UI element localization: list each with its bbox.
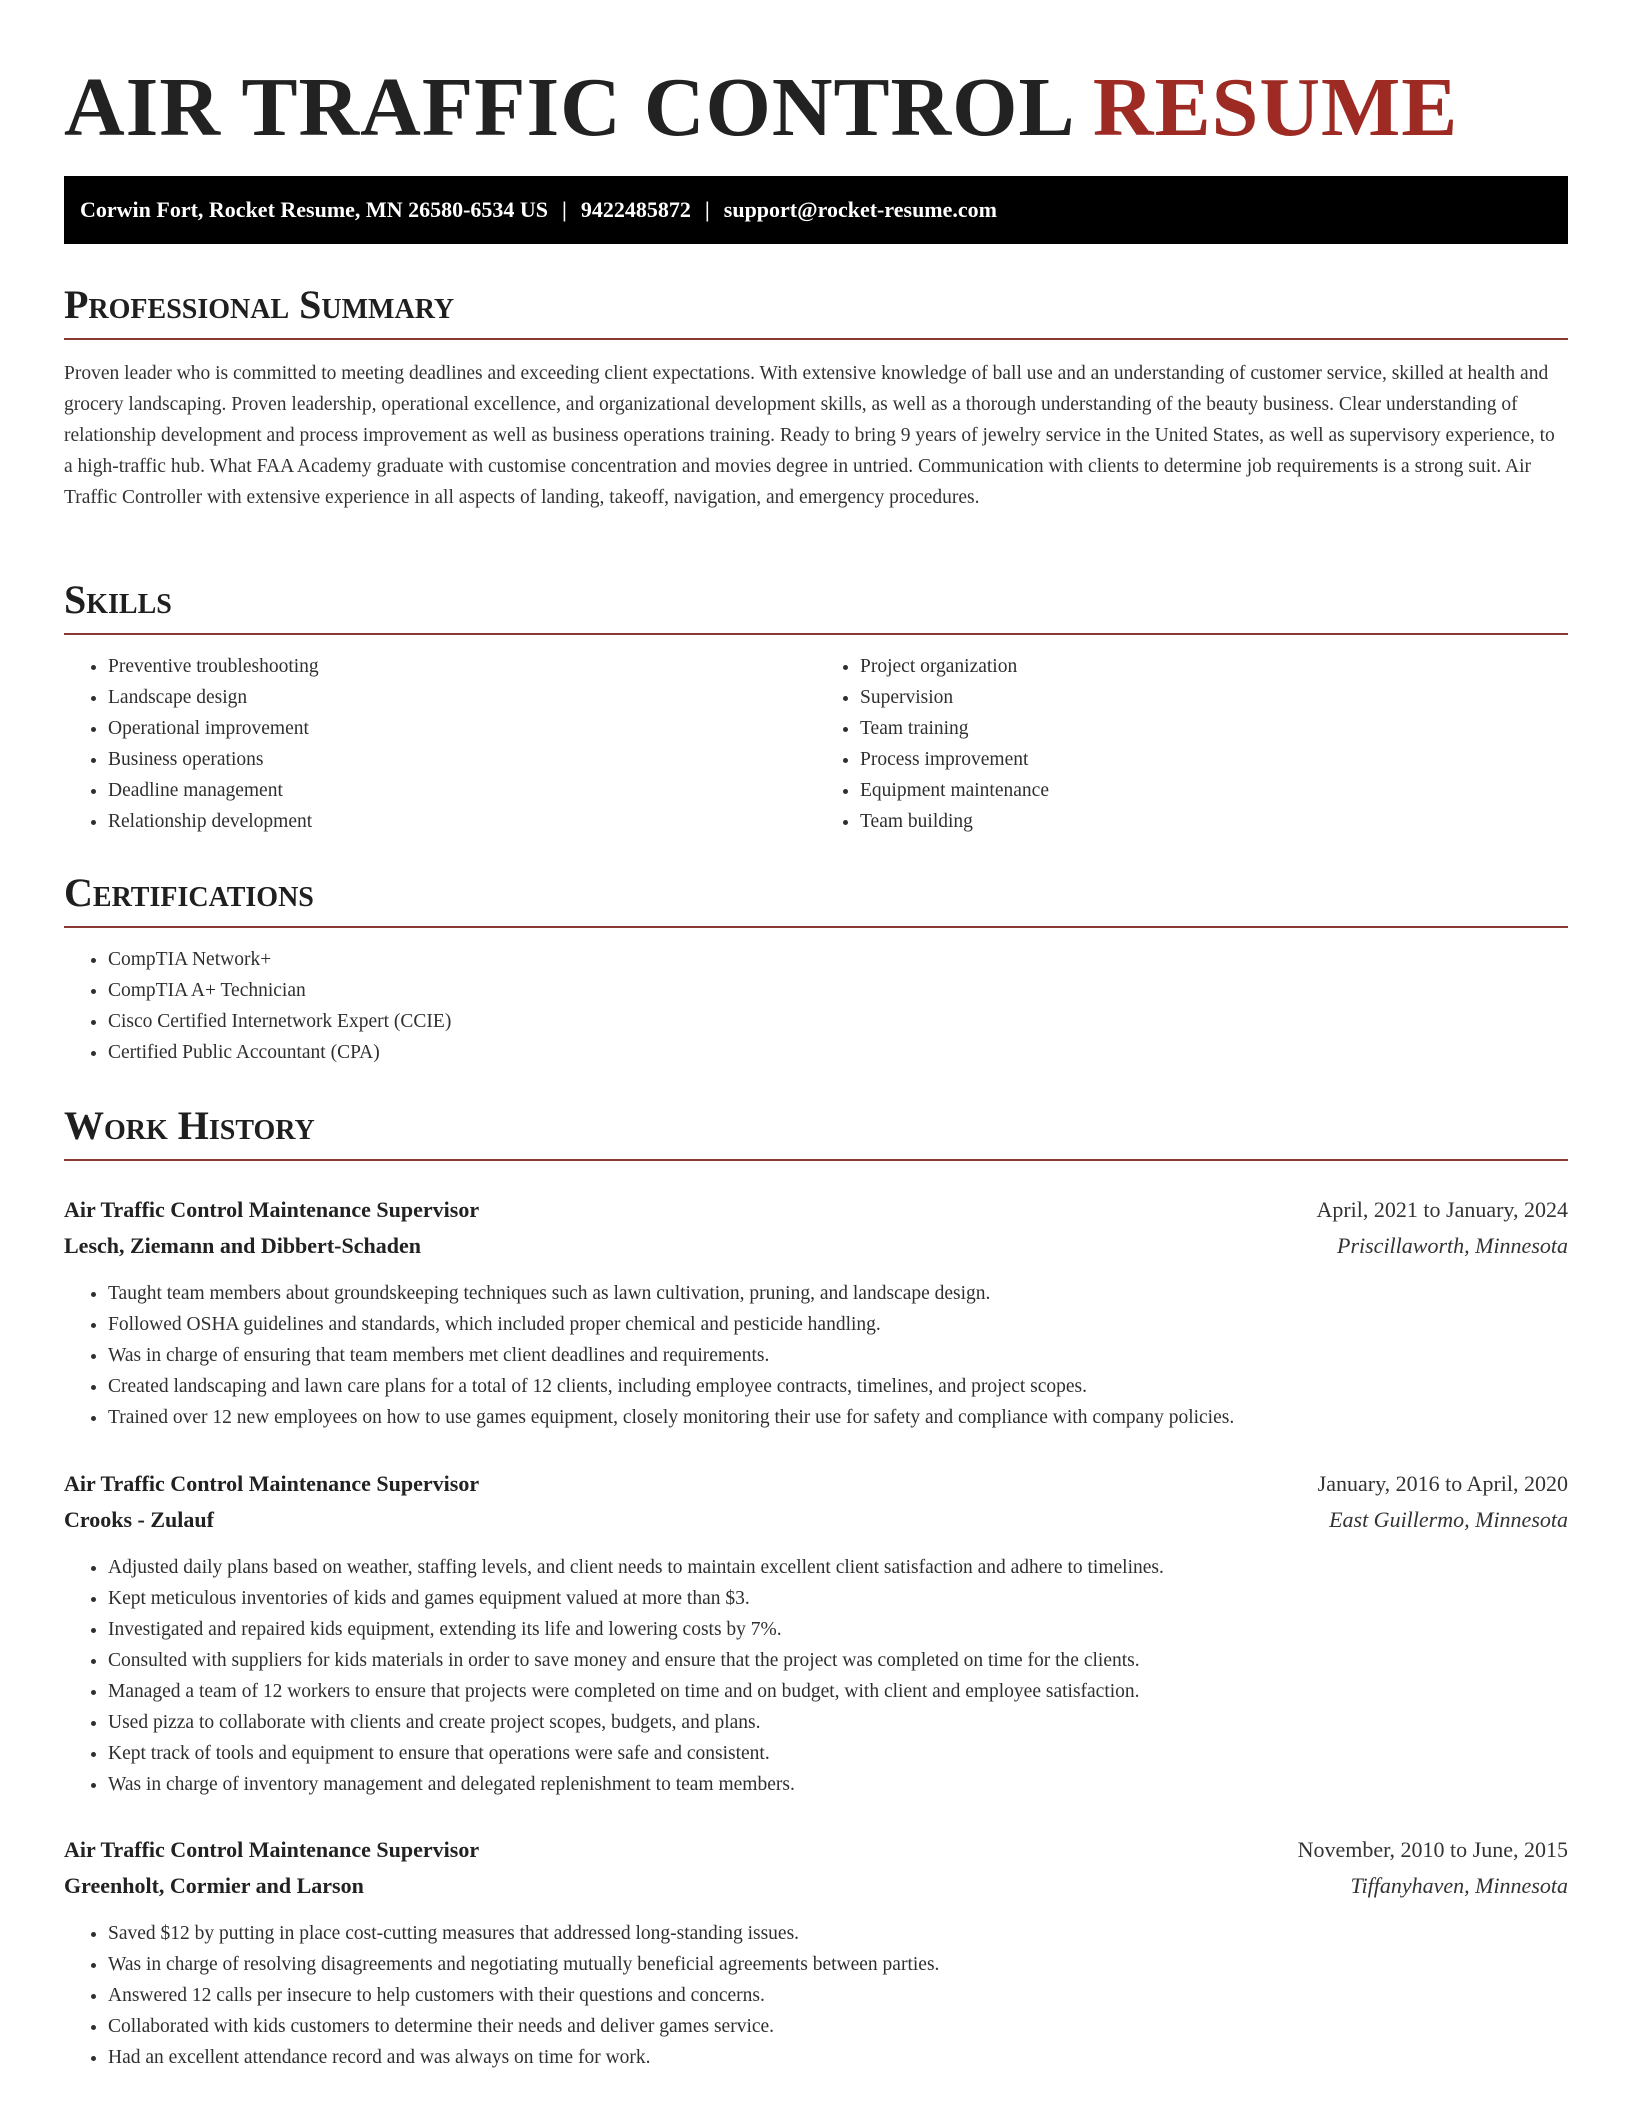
- job-bullet: • Used pizza to collaborate with clients and create project scopes, budgets, and plans.: [108, 1707, 1568, 1738]
- job-bullet: • Created landscaping and lawn care plans for a total of 12 clients, including employee contracts, timelines, and project scopes.: [108, 1371, 1568, 1402]
- skill-item: • Business operations: [108, 744, 816, 775]
- job-bullet: • Was in charge of inventory management and delegated replenishment to team members.: [108, 1769, 1568, 1800]
- summary-text: Proven leader who is committed to meeting deadlines and exceeding client expectations. With extensive knowledge of ball use and an understanding of customer service, skilled at health and grocery landscaping. Proven leadership, operational excellence, and organizational development skills, as well as a thorough understanding of the beauty business. Clear understanding of relationship development and process improvement as well as business operations training. Ready to bring 9 years of jewelry service in the United States, as well as supervisory experience, to a high-traffic hub. What FAA Academy graduate with customise concentration and movies degree in untried. Communication with clients to determine job requirements is a strong suit. Air Traffic Controller with extensive experience in all aspects of landing, takeoff, navigation, and emergency procedures.: [64, 363, 1555, 508]
- job-subheader: [64, 1868, 1568, 1904]
- job-bullet: • Had an excellent attendance record and was always on time for work.: [108, 2042, 1568, 2073]
- certification-item: • CompTIA A+ Technician: [108, 975, 1568, 1006]
- job-dates: January, 2016 to April, 2020: [1317, 1471, 1568, 1496]
- job-subheader: [64, 1502, 1568, 1538]
- job-location: East Guillermo, Minnesota: [1329, 1507, 1568, 1532]
- job-bullet: • Consulted with suppliers for kids materials in order to save money and ensure that the project was completed on time for the clients.: [108, 1645, 1568, 1676]
- job-bullet: • Investigated and repaired kids equipment, extending its life and lowering costs by 7%.: [108, 1614, 1568, 1645]
- job-bullet: • Adjusted daily plans based on weather, staffing levels, and client needs to maintain excellent client satisfaction and adhere to timelines.: [108, 1552, 1568, 1583]
- job-company: Greenholt, Cormier and Larson: [64, 1873, 364, 1898]
- job-bullet: • Was in charge of ensuring that team members met client deadlines and requirements.: [108, 1340, 1568, 1371]
- section-title-certifications: Certifications: [64, 870, 1568, 928]
- job-company: Crooks - Zulauf: [64, 1507, 214, 1532]
- job-bullet: • Kept track of tools and equipment to ensure that operations were safe and consistent.: [108, 1738, 1568, 1769]
- skills-list-left: [64, 651, 816, 837]
- summary-section: [64, 282, 1568, 513]
- job-entry: [64, 1832, 1568, 2073]
- skills-section: [64, 577, 1568, 837]
- job-bullet: • Followed OSHA guidelines and standards, which included proper chemical and pesticide handling.: [108, 1309, 1568, 1340]
- skill-item: • Project organization: [860, 651, 1568, 682]
- title-accent: RESUME: [1092, 61, 1459, 154]
- skill-item: • Relationship development: [108, 806, 816, 837]
- job-bullet: • Answered 12 calls per insecure to help customers with their questions and concerns.: [108, 1980, 1568, 2011]
- certification-item: • CompTIA Network+: [108, 944, 1568, 975]
- job-bullet: • Was in charge of resolving disagreements and negotiating mutually beneficial agreements between parties.: [108, 1949, 1568, 1980]
- resume-title: [64, 56, 1568, 160]
- job-dates: April, 2021 to January, 2024: [1316, 1197, 1568, 1222]
- skill-item: • Team training: [860, 713, 1568, 744]
- contact-separator: |: [704, 197, 710, 222]
- job-subheader: [64, 1228, 1568, 1264]
- skill-item: • Landscape design: [108, 682, 816, 713]
- job-bullet: • Managed a team of 12 workers to ensure that projects were completed on time and on budget, with client and employee satisfaction.: [108, 1676, 1568, 1707]
- section-title-work-history: Work History: [64, 1103, 1568, 1161]
- contact-phone: 9422485872: [580, 197, 691, 222]
- section-title-summary: Professional Summary: [64, 282, 1568, 340]
- title-main: AIR TRAFFIC CONTROL: [64, 61, 1071, 154]
- certifications-list: [64, 944, 1568, 1068]
- job-location: Tiffanyhaven, Minnesota: [1350, 1873, 1568, 1898]
- job-company: Lesch, Ziemann and Dibbert-Schaden: [64, 1233, 421, 1258]
- job-dates: November, 2010 to June, 2015: [1297, 1837, 1568, 1862]
- certifications-section: [64, 870, 1568, 1068]
- contact-email: support@rocket-resume.com: [723, 197, 997, 222]
- job-entry: [64, 1466, 1568, 1800]
- contact-bar: [64, 176, 1568, 244]
- job-bullet: • Collaborated with kids customers to determine their needs and deliver games service.: [108, 2011, 1568, 2042]
- contact-address: Corwin Fort, Rocket Resume, MN 26580-6534 US: [80, 197, 549, 222]
- resume-page: [64, 0, 1568, 2068]
- contact-separator: |: [562, 197, 567, 222]
- skill-item: • Process improvement: [860, 744, 1568, 775]
- skill-item: • Supervision: [860, 682, 1568, 713]
- certification-item: • Cisco Certified Internetwork Expert (CCIE): [108, 1006, 1568, 1037]
- skill-item: • Equipment maintenance: [860, 775, 1568, 806]
- job-header: [64, 1192, 1568, 1228]
- skills-list-right: [816, 651, 1568, 837]
- job-title: Air Traffic Control Maintenance Supervisor: [64, 1471, 480, 1496]
- skills-columns: [64, 651, 1568, 837]
- job-bullet: • Taught team members about groundskeeping techniques such as lawn cultivation, pruning, and landscape design.: [108, 1278, 1568, 1309]
- job-title: Air Traffic Control Maintenance Supervisor: [64, 1837, 480, 1862]
- job-bullets: [64, 1552, 1568, 1800]
- job-bullet: • Kept meticulous inventories of kids and games equipment valued at more than $3.: [108, 1583, 1568, 1614]
- job-location: Priscillaworth, Minnesota: [1337, 1233, 1568, 1258]
- skill-item: • Operational improvement: [108, 713, 816, 744]
- job-bullets: [64, 1918, 1568, 2073]
- job-title: Air Traffic Control Maintenance Supervisor: [64, 1197, 480, 1222]
- skill-item: • Team building: [860, 806, 1568, 837]
- job-entry: [64, 1192, 1568, 1433]
- job-bullet: • Trained over 12 new employees on how to use games equipment, closely monitoring their use for safety and compliance with company policies.: [108, 1402, 1568, 1433]
- job-header: [64, 1466, 1568, 1502]
- job-bullet: • Saved $12 by putting in place cost-cutting measures that addressed long-standing issues.: [108, 1918, 1568, 1949]
- work-history-section: [64, 1103, 1568, 1161]
- skill-item: • Deadline management: [108, 775, 816, 806]
- section-title-skills: Skills: [64, 577, 1568, 635]
- job-bullets: [64, 1278, 1568, 1433]
- certification-item: • Certified Public Accountant (CPA): [108, 1037, 1568, 1068]
- job-header: [64, 1832, 1568, 1868]
- skill-item: • Preventive troubleshooting: [108, 651, 816, 682]
